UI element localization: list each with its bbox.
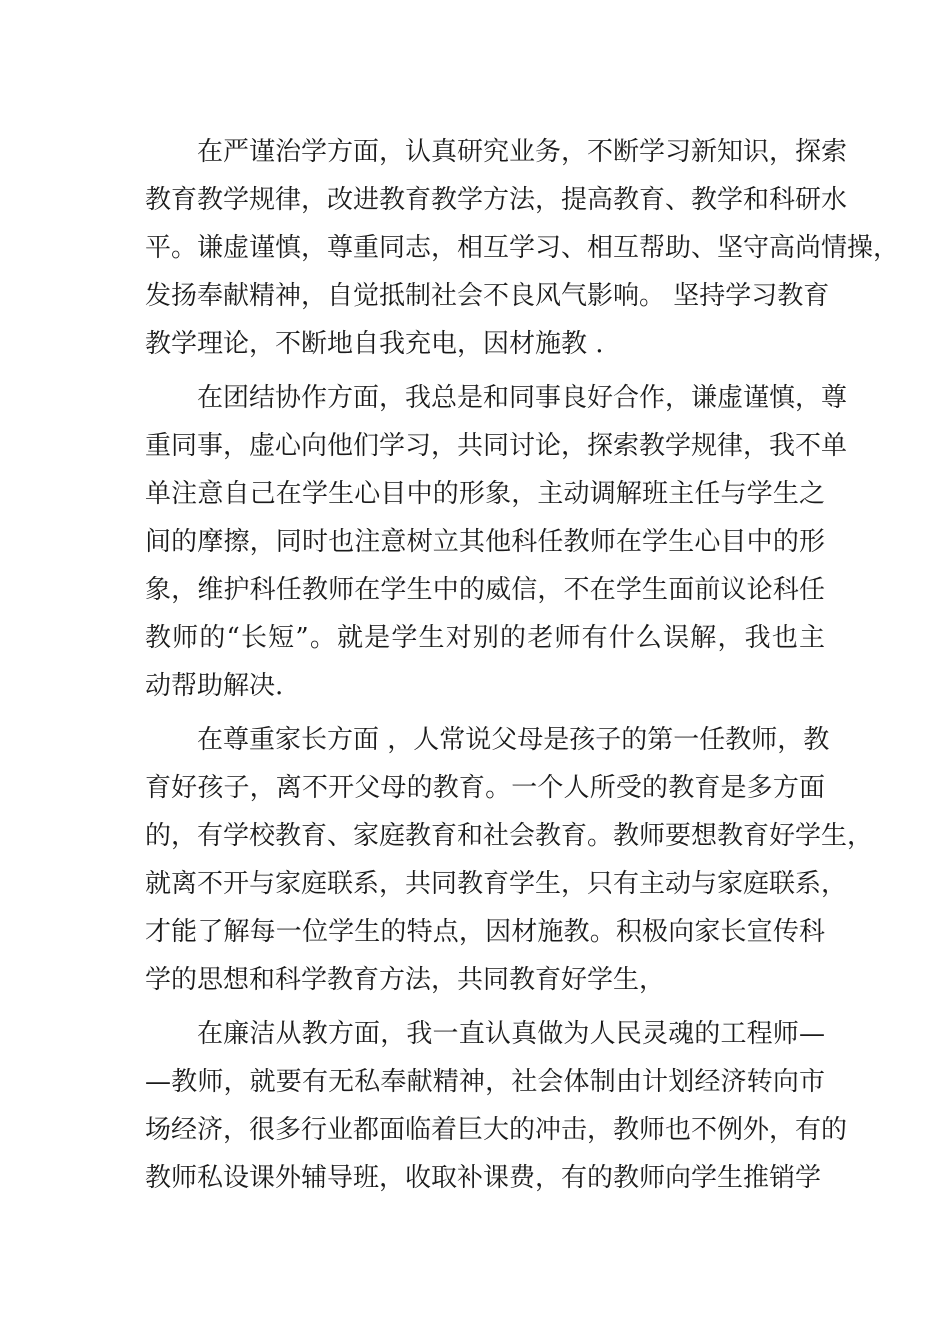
text-line: 象，维护科任教师在学生中的威信，不在学生面前议论科任	[145, 575, 825, 605]
text-line: 教育教学规律，改进教育教学方法，提高教育、教学和科研水	[145, 185, 848, 215]
text-line: —教师，就要有无私奉献精神，社会体制由计划经济转向市	[145, 1067, 825, 1097]
text-line: 在尊重家长方面 ，人常说父母是孩子的第一任教师，教	[197, 725, 830, 755]
document-body	[145, 128, 900, 1202]
text-line: 动帮助解决.	[145, 671, 284, 701]
text-line: 教师的“长短”。就是学生对别的老师有什么误解，我也主	[145, 623, 825, 653]
text-line: 教学理论，不断地自我充电，因材施教 .	[145, 329, 604, 359]
text-line: 间的摩擦，同时也注意树立其他科任教师在学生心目中的形	[145, 527, 825, 557]
text-line: 才能了解每一位学生的特点，因材施教。积极向家长宣传科	[145, 917, 825, 947]
text-line: 发扬奉献精神，自觉抵制社会不良风气影响。 坚持学习教育	[145, 281, 830, 311]
paragraph	[145, 374, 848, 710]
paragraph	[145, 716, 874, 1004]
text-line: 平。谦虚谨慎，尊重同志，相互学习、相互帮助、坚守高尚情操，	[145, 233, 900, 263]
text-line: 就离不开与家庭联系，共同教育学生，只有主动与家庭联系，	[145, 869, 848, 899]
text-line: 教师私设课外辅导班，收取补课费，有的教师向学生推销学	[145, 1163, 822, 1193]
text-line: 单注意自己在学生心目中的形象，主动调解班主任与学生之	[145, 479, 825, 509]
text-line: 育好孩子，离不开父母的教育。一个人所受的教育是多方面	[145, 773, 825, 803]
text-line: 在严谨治学方面，认真研究业务，不断学习新知识，探索	[197, 137, 848, 167]
paragraph	[145, 1010, 848, 1202]
text-line: 学的思想和科学教育方法，共同教育好学生，	[145, 965, 666, 995]
text-line: 的，有学校教育、家庭教育和社会教育。教师要想教育好学生，	[145, 821, 874, 851]
text-line: 场经济，很多行业都面临着巨大的冲击，教师也不例外，有的	[145, 1115, 848, 1145]
paragraph	[145, 128, 900, 368]
text-line: 重同事，虚心向他们学习，共同讨论，探索教学规律，我不单	[145, 431, 848, 461]
text-line: 在廉洁从教方面，我一直认真做为人民灵魂的工程师—	[197, 1019, 825, 1049]
text-line: 在团结协作方面，我总是和同事良好合作，谦虚谨慎，尊	[197, 383, 848, 413]
